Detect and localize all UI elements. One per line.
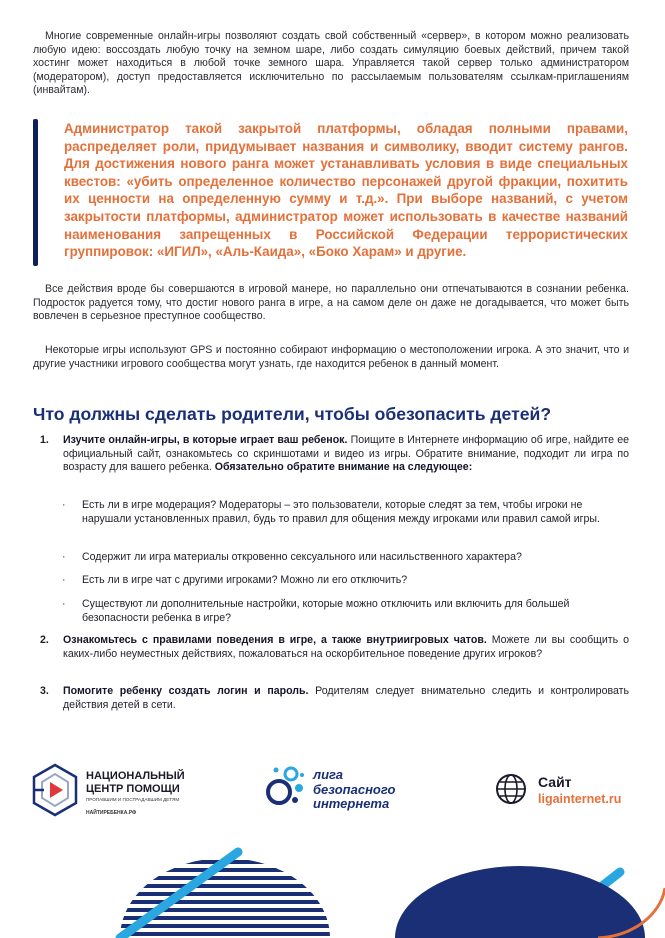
step-3 bbox=[40, 685, 629, 712]
intro-paragraph-3: Некоторые игры используют GPS и постоянно собирают информацию о местоположении игрока. А это значит, что и другие участники игрового сообщества могут узнать, где находится ребенок в данный момент. bbox=[33, 344, 629, 370]
step-1 bbox=[40, 434, 629, 475]
step-title: Помогите ребенку создать логин и пароль. bbox=[63, 685, 309, 697]
bullet-mark: · bbox=[62, 574, 66, 586]
section-heading: Что должны сделать родители, чтобы обезопасить детей? bbox=[33, 404, 552, 424]
bullet-item bbox=[62, 499, 630, 526]
site-label: Сайт bbox=[538, 774, 572, 790]
step-2 bbox=[40, 634, 629, 661]
bullet-mark: · bbox=[62, 598, 66, 610]
step-note: Обязательно обратите внимание на следующее: bbox=[214, 461, 473, 474]
step-text: Можете ли вы сообщить о каких-либо неуместных действиях, пожаловаться на оскорбительное поведение других игроков? bbox=[63, 634, 629, 660]
site-block bbox=[494, 772, 644, 812]
ncp-subtitle: ПРОПАВШИМ И ПОСТРАДАВШИМ ДЕТЯМ bbox=[86, 797, 180, 802]
liga-logo bbox=[262, 762, 422, 822]
site-link[interactable]: ligainternet.ru bbox=[538, 792, 622, 806]
intro-paragraph-1: Многие современные онлайн-игры позволяют создать свой собственный «сервер», в котором можно реализовать любую идею: воссоздать любую точку на земном шаре, либо создать симуляцию боевых действий, причем такой хостинг может находиться в любой точке земного шара. Управляется такой сервер только администратором (модератором), доступ предоставляется исключительно по рассылаемым пользователям ссылкам-приглашениям (инвайтам). bbox=[33, 30, 629, 97]
bullet-text: Содержит ли игра материалы откровенно сексуального или насильственного характера? bbox=[82, 551, 522, 563]
step-number: 1. bbox=[40, 434, 49, 446]
bullet-text: Существуют ли дополнительные настройки, которые можно отключить или включить для большей безопасности ребенка в игре? bbox=[82, 598, 570, 624]
bullet-mark: · bbox=[62, 551, 66, 563]
liga-line2: безопасного bbox=[313, 781, 396, 797]
liga-circles-icon bbox=[262, 762, 308, 812]
ncp-site: НАЙТИРЕБЕНКА.РФ bbox=[86, 810, 137, 816]
step-title: Ознакомьтесь с правилами поведения в игре, а также внутриигровых чатов. bbox=[63, 634, 487, 646]
ncp-logo bbox=[30, 762, 190, 824]
ncp-title-line2: ЦЕНТР ПОМОЩИ bbox=[86, 782, 180, 795]
decorative-footer-graphic bbox=[0, 840, 665, 938]
step-text: Поищите в Интернете информацию об игре, найдите ее официальный сайт, ознакомьтесь со скриншотами и видео из игры. Обратите внимание, подходит ли игра по возрасту для вашего ребенка. bbox=[63, 434, 629, 474]
bullet-item bbox=[62, 574, 630, 588]
liga-line3: интернета bbox=[313, 796, 390, 811]
intro-paragraph-2: Все действия вроде бы совершаются в игровой манере, но параллельно они отпечатываются в сознании ребенка. Подросток радуется тому, что достиг нового ранга в игре, а на самом деле он даже не догадывается, что может быть вовлечен в серьезное преступное сообщество. bbox=[33, 283, 629, 323]
step-title: Изучите онлайн-игры, в которые играет ваш ребенок. bbox=[63, 434, 348, 446]
bullet-text: Есть ли в игре чат с другими игроками? Можно ли его отключить? bbox=[82, 574, 408, 586]
highlight-quote: Администратор такой закрытой платформы, обладая полными правами, распределяет роли, придумывает названия и символику, вводит систему рангов. Для достижения нового ранга может устанавливать условия в виде специальных квестов: «убить определенное количество персонажей другой фракции, похитить их ценности на определенную сумму и т.д.». При выборе названий, с учетом закрытости платформы, администратор может использовать в качестве названий наименования запрещенных в Российской Федерации террористических группировок: «ИГИЛ», «Аль-Каида», «Боко Харам» и другие. bbox=[64, 121, 628, 260]
bullet-item bbox=[62, 551, 630, 565]
step-text: Родителям следует внимательно следить и контролировать действия детей в сети. bbox=[63, 685, 629, 711]
bullet-item bbox=[62, 598, 630, 625]
bullet-text: Есть ли в игре модерация? Модераторы – это пользователи, которые следят за тем, чтобы игроки не нарушали установленных правил, будь то правил для общения между игроками или правил самой игры. bbox=[82, 499, 600, 525]
ncp-title-line1: НАЦИОНАЛЬНЫЙ bbox=[86, 770, 185, 782]
liga-line1: лига bbox=[313, 767, 344, 782]
step-number: 3. bbox=[40, 685, 49, 697]
step-number: 2. bbox=[40, 634, 49, 646]
bullet-mark: · bbox=[62, 499, 66, 511]
ncp-hexagon-icon bbox=[30, 762, 80, 818]
globe-icon bbox=[494, 772, 528, 806]
quote-accent-bar bbox=[33, 119, 38, 266]
